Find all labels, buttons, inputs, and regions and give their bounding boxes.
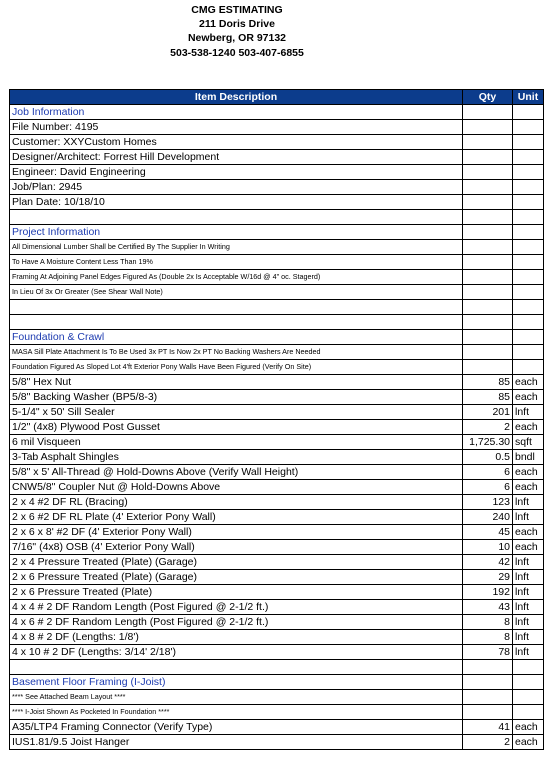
description-cell: 4 x 4 # 2 DF Random Length (Post Figured @ 2-1/2 ft.) <box>10 600 463 615</box>
company-phones: 503-538-1240 503-407-6855 <box>170 46 304 59</box>
unit-cell: each <box>513 480 544 495</box>
unit-cell <box>513 225 544 240</box>
description-cell: 4 x 8 # 2 DF (Lengths: 1/8') <box>10 630 463 645</box>
unit-cell <box>513 195 544 210</box>
unit-cell <box>513 660 544 675</box>
qty-cell: 78 <box>463 645 513 660</box>
qty-cell: 1,725.30 <box>463 435 513 450</box>
column-header-description: Item Description <box>10 90 463 105</box>
unit-cell: lnft <box>513 600 544 615</box>
description-cell: Job/Plan: 2945 <box>10 180 463 195</box>
table-row <box>10 390 544 405</box>
description-cell: Foundation Figured As Sloped Lot 4'ft Exterior Pony Walls Have Been Figured (Verify On Site) <box>10 360 463 375</box>
qty-cell: 6 <box>463 480 513 495</box>
qty-cell <box>463 120 513 135</box>
unit-cell: lnft <box>513 405 544 420</box>
table-row <box>10 180 544 195</box>
unit-cell <box>513 330 544 345</box>
unit-cell <box>513 675 544 690</box>
qty-cell: 85 <box>463 375 513 390</box>
qty-cell: 201 <box>463 405 513 420</box>
description-cell: 5/8" Backing Washer (BP5/8-3) <box>10 390 463 405</box>
description-cell: Basement Floor Framing (I-Joist) <box>10 675 463 690</box>
qty-cell: 85 <box>463 390 513 405</box>
description-cell: Customer: XXYCustom Homes <box>10 135 463 150</box>
unit-cell <box>513 300 544 315</box>
qty-cell <box>463 135 513 150</box>
table-row <box>10 405 544 420</box>
qty-cell: 240 <box>463 510 513 525</box>
table-row <box>10 555 544 570</box>
description-cell: 2 x 4 #2 DF RL (Bracing) <box>10 495 463 510</box>
unit-cell: lnft <box>513 585 544 600</box>
unit-cell: each <box>513 540 544 555</box>
unit-cell: lnft <box>513 615 544 630</box>
unit-cell: lnft <box>513 570 544 585</box>
table-row <box>10 495 544 510</box>
description-cell: Project Information <box>10 225 463 240</box>
unit-cell <box>513 315 544 330</box>
table-header <box>10 90 544 105</box>
unit-cell: bndl <box>513 450 544 465</box>
table-row <box>10 570 544 585</box>
description-cell: 2 x 6 x 8' #2 DF (4' Exterior Pony Wall) <box>10 525 463 540</box>
unit-cell <box>513 255 544 270</box>
unit-cell <box>513 210 544 225</box>
description-cell: 2 x 6 Pressure Treated (Plate) <box>10 585 463 600</box>
unit-cell <box>513 150 544 165</box>
qty-cell <box>463 225 513 240</box>
description-cell: A35/LTP4 Framing Connector (Verify Type) <box>10 720 463 735</box>
unit-cell: lnft <box>513 510 544 525</box>
table-row <box>10 465 544 480</box>
unit-cell <box>513 240 544 255</box>
description-cell: 5-1/4" x 50' Sill Sealer <box>10 405 463 420</box>
unit-cell <box>513 165 544 180</box>
unit-cell: each <box>513 735 544 750</box>
qty-cell <box>463 660 513 675</box>
unit-cell <box>513 345 544 360</box>
table-row <box>10 135 544 150</box>
qty-cell: 123 <box>463 495 513 510</box>
qty-cell <box>463 360 513 375</box>
table-row <box>10 585 544 600</box>
unit-cell <box>513 360 544 375</box>
table-row <box>10 735 544 750</box>
qty-cell: 0.5 <box>463 450 513 465</box>
description-cell: 4 x 10 # 2 DF (Lengths: 3/14' 2/18') <box>10 645 463 660</box>
description-cell: 2 x 6 #2 DF RL Plate (4' Exterior Pony Wall) <box>10 510 463 525</box>
description-cell: IUS1.81/9.5 Joist Hanger <box>10 735 463 750</box>
note-row <box>10 690 544 705</box>
qty-cell <box>463 165 513 180</box>
unit-cell: lnft <box>513 645 544 660</box>
unit-cell <box>513 690 544 705</box>
unit-cell <box>513 180 544 195</box>
table-row <box>10 195 544 210</box>
description-cell: 3-Tab Asphalt Shingles <box>10 450 463 465</box>
qty-cell <box>463 195 513 210</box>
qty-cell: 2 <box>463 735 513 750</box>
qty-cell: 45 <box>463 525 513 540</box>
qty-cell: 10 <box>463 540 513 555</box>
description-cell: CNW5/8" Coupler Nut @ Hold-Downs Above <box>10 480 463 495</box>
unit-cell: each <box>513 420 544 435</box>
qty-cell <box>463 330 513 345</box>
qty-cell: 42 <box>463 555 513 570</box>
qty-cell <box>463 105 513 120</box>
column-header-unit: Unit <box>513 90 544 105</box>
qty-cell <box>463 240 513 255</box>
unit-cell: each <box>513 375 544 390</box>
table-row <box>10 540 544 555</box>
estimate-table <box>9 89 544 750</box>
table-row <box>10 525 544 540</box>
qty-cell <box>463 345 513 360</box>
section-row <box>10 330 544 345</box>
description-cell <box>10 300 463 315</box>
table-row <box>10 510 544 525</box>
table-row <box>10 120 544 135</box>
unit-cell <box>513 270 544 285</box>
description-cell: Job Information <box>10 105 463 120</box>
note-row <box>10 270 544 285</box>
qty-cell <box>463 705 513 720</box>
qty-cell: 6 <box>463 465 513 480</box>
qty-cell: 2 <box>463 420 513 435</box>
description-cell: All Dimensional Lumber Shall be Certified By The Supplier In Writing <box>10 240 463 255</box>
table-row <box>10 480 544 495</box>
qty-cell <box>463 675 513 690</box>
unit-cell: lnft <box>513 495 544 510</box>
company-name: CMG ESTIMATING <box>191 4 283 16</box>
table-row <box>10 420 544 435</box>
description-cell: Plan Date: 10/18/10 <box>10 195 463 210</box>
table-body <box>10 105 544 750</box>
blank-row <box>10 315 544 330</box>
qty-cell <box>463 150 513 165</box>
description-cell: File Number: 4195 <box>10 120 463 135</box>
note-row <box>10 285 544 300</box>
description-cell: To Have A Moisture Content Less Than 19% <box>10 255 463 270</box>
table-row <box>10 165 544 180</box>
note-row <box>10 705 544 720</box>
qty-cell <box>463 270 513 285</box>
qty-cell <box>463 300 513 315</box>
section-row <box>10 675 544 690</box>
table-row <box>10 630 544 645</box>
qty-cell: 43 <box>463 600 513 615</box>
table-row <box>10 375 544 390</box>
description-cell: 2 x 6 Pressure Treated (Plate) (Garage) <box>10 570 463 585</box>
table-row <box>10 645 544 660</box>
unit-cell <box>513 285 544 300</box>
blank-row <box>10 660 544 675</box>
table-row <box>10 435 544 450</box>
unit-cell <box>513 135 544 150</box>
qty-cell: 29 <box>463 570 513 585</box>
description-cell: 4 x 6 # 2 DF Random Length (Post Figured @ 2-1/2 ft.) <box>10 615 463 630</box>
qty-cell <box>463 255 513 270</box>
unit-cell: lnft <box>513 630 544 645</box>
unit-cell: lnft <box>513 555 544 570</box>
qty-cell <box>463 315 513 330</box>
description-cell: 6 mil Visqueen <box>10 435 463 450</box>
table-row <box>10 150 544 165</box>
unit-cell <box>513 120 544 135</box>
unit-cell: sqft <box>513 435 544 450</box>
company-header <box>0 3 474 60</box>
description-cell <box>10 660 463 675</box>
table-row <box>10 720 544 735</box>
qty-cell: 8 <box>463 615 513 630</box>
table-row <box>10 450 544 465</box>
description-cell: 5/8" x 5' All-Thread @ Hold-Downs Above (Verify Wall Height) <box>10 465 463 480</box>
description-cell: 5/8" Hex Nut <box>10 375 463 390</box>
column-header-qty: Qty <box>463 90 513 105</box>
table-row <box>10 615 544 630</box>
description-cell <box>10 210 463 225</box>
description-cell: MASA Sill Plate Attachment Is To Be Used 3x PT Is Now 2x PT No Backing Washers Are Needed <box>10 345 463 360</box>
section-row <box>10 105 544 120</box>
description-cell: **** See Attached Beam Layout **** <box>10 690 463 705</box>
description-cell: 1/2" (4x8) Plywood Post Gusset <box>10 420 463 435</box>
description-cell: Foundation & Crawl <box>10 330 463 345</box>
unit-cell: each <box>513 720 544 735</box>
company-address-line1: 211 Doris Drive <box>199 18 275 31</box>
qty-cell <box>463 210 513 225</box>
note-row <box>10 360 544 375</box>
note-row <box>10 240 544 255</box>
description-cell: 7/16" (4x8) OSB (4' Exterior Pony Wall) <box>10 540 463 555</box>
description-cell: **** I-Joist Shown As Pocketed In Foundation **** <box>10 705 463 720</box>
qty-cell <box>463 285 513 300</box>
description-cell <box>10 315 463 330</box>
description-cell: Framing At Adjoining Panel Edges Figured As (Double 2x Is Acceptable W/16d @ 4" oc. Stagerd) <box>10 270 463 285</box>
unit-cell <box>513 705 544 720</box>
table-row <box>10 600 544 615</box>
unit-cell: each <box>513 525 544 540</box>
unit-cell <box>513 105 544 120</box>
description-cell: In Lieu Of 3x Or Greater (See Shear Wall Note) <box>10 285 463 300</box>
blank-row <box>10 210 544 225</box>
description-cell: Designer/Architect: Forrest Hill Development <box>10 150 463 165</box>
qty-cell: 8 <box>463 630 513 645</box>
note-row <box>10 255 544 270</box>
description-cell: 2 x 4 Pressure Treated (Plate) (Garage) <box>10 555 463 570</box>
section-row <box>10 225 544 240</box>
note-row <box>10 345 544 360</box>
company-address-line2: Newberg, OR 97132 <box>187 32 287 45</box>
unit-cell: each <box>513 465 544 480</box>
unit-cell: each <box>513 390 544 405</box>
description-cell: Engineer: David Engineering <box>10 165 463 180</box>
qty-cell <box>463 180 513 195</box>
qty-cell: 192 <box>463 585 513 600</box>
blank-row <box>10 300 544 315</box>
qty-cell: 41 <box>463 720 513 735</box>
qty-cell <box>463 690 513 705</box>
